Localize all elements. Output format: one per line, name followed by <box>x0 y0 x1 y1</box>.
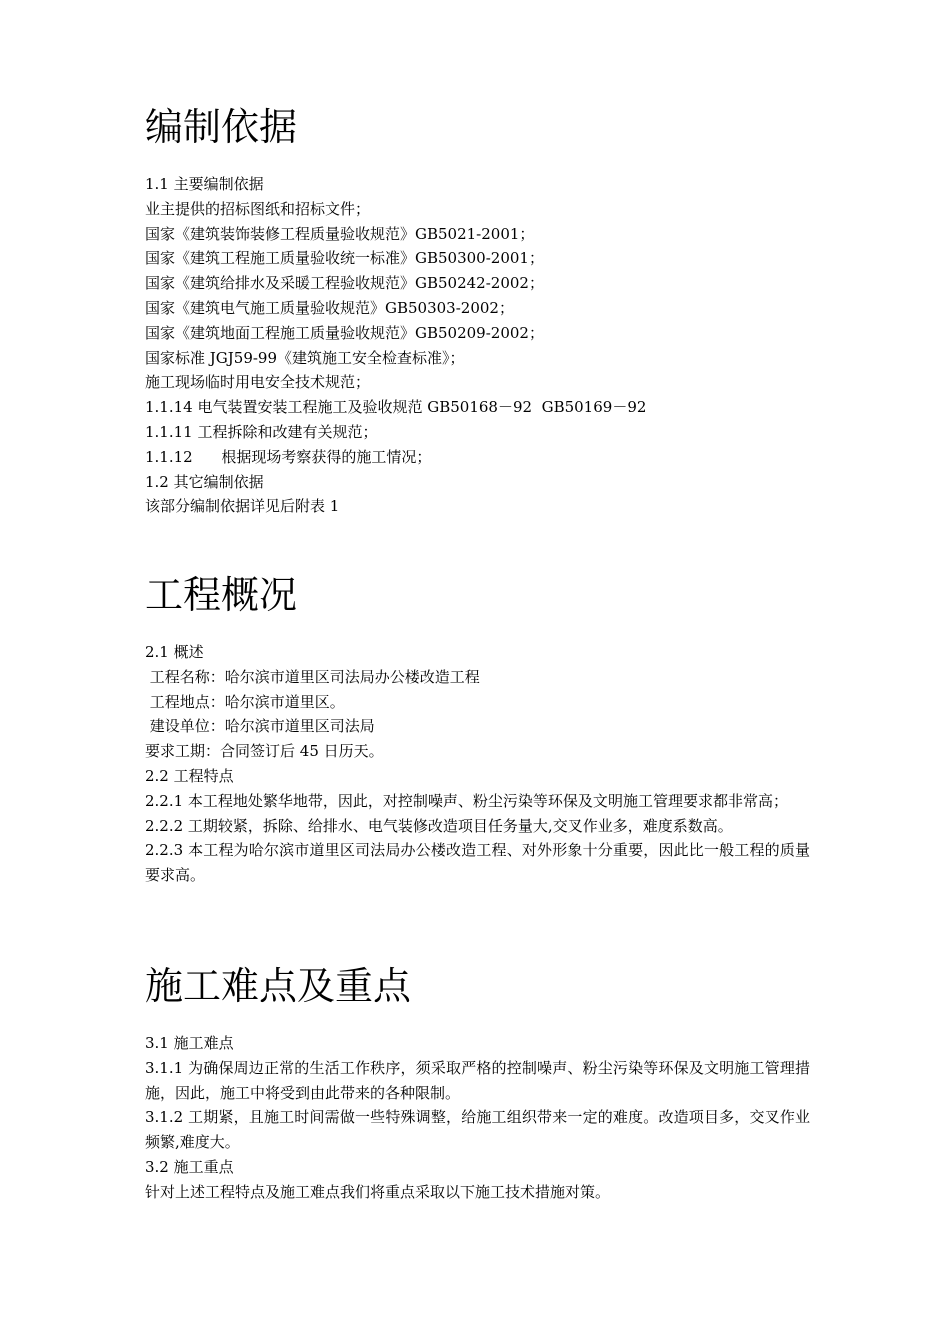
paragraph: 2.2 工程特点 <box>145 766 234 785</box>
paragraph: 要求工期：合同签订后 45 日历天。 <box>145 742 384 761</box>
section-difficulties <box>145 963 810 1205</box>
paragraph: 国家《建筑地面工程施工质量验收规范》GB50209-2002； <box>145 323 544 342</box>
paragraph: 1.1 主要编制依据 <box>145 175 264 193</box>
paragraph: 3.1.2 工期紧，且施工时间需做一些特殊调整，给施工组织带来一定的难度。改造项目多，交叉作业频繁,难度大。 <box>145 1108 810 1152</box>
section-heading: 工程概况 <box>145 573 298 617</box>
paragraph: 国家标准 JGJ59-99《建筑施工安全检查标准》； <box>145 348 465 367</box>
paragraph: 该部分编制依据详见后附表 1 <box>145 497 340 516</box>
paragraph: 针对上述工程特点及施工难点我们将重点采取以下施工技术措施对策。 <box>145 1182 611 1201</box>
section-body <box>145 640 810 888</box>
paragraph: 2.2.1 本工程地处繁华地带，因此，对控制噪声、粉尘污染等环保及文明施工管理要求都非常高； <box>145 791 788 810</box>
paragraph: 1.1.14 电气装置安装工程施工及验收规范 GB50168－92 GB50169－92 <box>145 398 647 417</box>
section-heading: 编制依据 <box>145 105 298 149</box>
paragraph: 3.1.1 为确保周边正常的生活工作秩序，须采取严格的控制噪声、粉尘污染等环保及文明施工管理措施，因此，施工中将受到由此带来的各种限制。 <box>145 1058 810 1102</box>
paragraph: 2.1 概述 <box>145 643 204 661</box>
paragraph: 国家《建筑装饰装修工程质量验收规范》GB5021-2001； <box>145 224 535 243</box>
section-body <box>145 1031 810 1205</box>
section-overview <box>145 572 810 888</box>
paragraph: 国家《建筑给排水及采暖工程验收规范》GB50242-2002； <box>145 274 544 293</box>
paragraph: 工程名称：哈尔滨市道里区司法局办公楼改造工程 <box>145 667 480 686</box>
paragraph: 建设单位：哈尔滨市道里区司法局 <box>145 717 375 736</box>
paragraph: 国家《建筑电气施工质量验收规范》GB50303-2002； <box>145 298 514 317</box>
paragraph: 3.1 施工难点 <box>145 1034 234 1052</box>
paragraph: 1.1.12 根据现场考察获得的施工情况； <box>145 447 432 466</box>
paragraph: 2.2.3 本工程为哈尔滨市道里区司法局办公楼改造工程、对外形象十分重要，因此比一般工程的质量要求高。 <box>145 841 810 885</box>
paragraph: 施工现场临时用电安全技术规范； <box>145 373 371 392</box>
paragraph: 3.2 施工重点 <box>145 1157 234 1176</box>
paragraph: 1.1.11 工程拆除和改建有关规范； <box>145 422 378 441</box>
section-body <box>145 172 810 519</box>
paragraph: 2.2.2 工期较紧，拆除、给排水、电气装修改造项目任务量大,交叉作业多，难度系数高。 <box>145 816 733 835</box>
paragraph: 1.2 其它编制依据 <box>145 472 264 491</box>
paragraph: 工程地点：哈尔滨市道里区。 <box>145 692 345 711</box>
section-basis <box>145 104 810 519</box>
paragraph: 业主提供的招标图纸和招标文件； <box>145 199 371 218</box>
section-heading: 施工难点及重点 <box>145 964 412 1008</box>
paragraph: 国家《建筑工程施工质量验收统一标准》GB50300-2001； <box>145 249 544 268</box>
